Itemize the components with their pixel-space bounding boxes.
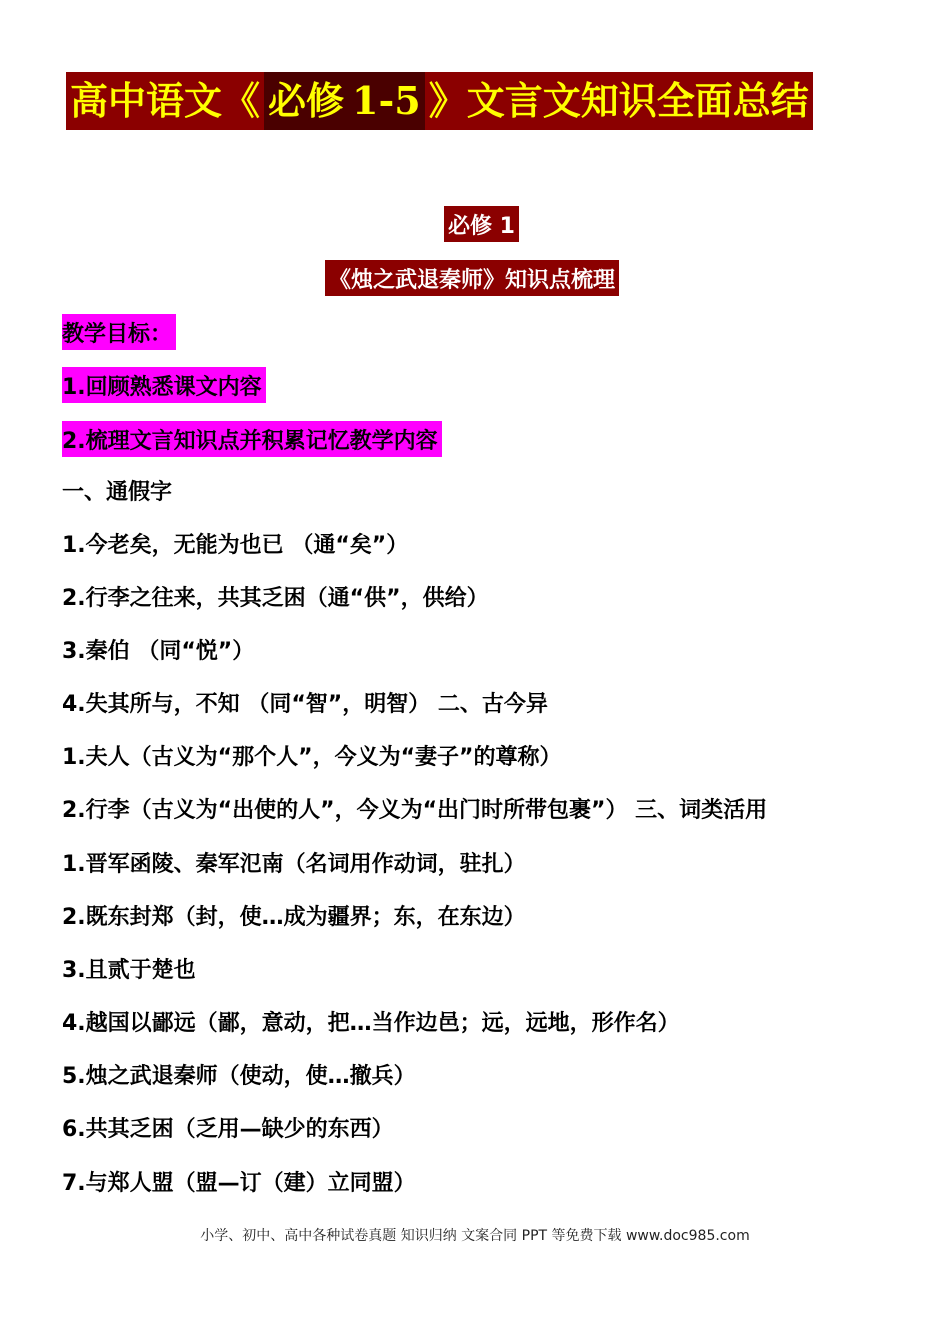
page-footer: 小学、初中、高中各种试卷真题 知识归纳 文案合同 PPT 等免费下载 www.doc985.com [200, 1228, 750, 1244]
content-line: 4.越国以鄙远（鄙，意动，把…当作边邑；远，远地，形作名） [62, 1011, 680, 1036]
content-line: 1.夫人（古义为“那个人”，今义为“妻子”的尊称） [62, 745, 562, 770]
section-subtitle: 必修 1 [444, 206, 519, 242]
title-segment-4: 》文言文知识全面总结 [425, 72, 813, 130]
title-segment-3: 1-5 [348, 72, 425, 130]
content-line: 3.秦伯 （同“悦”） [62, 639, 255, 664]
content-line: 5.烛之武退秦师（使动，使…撤兵） [62, 1064, 416, 1089]
content-line: 1.今老矣，无能为也已 （通“矣”） [62, 533, 409, 558]
document-title [66, 72, 813, 130]
content-line: 4.失其所与，不知 （同“智”，明智） 二、古今异 [62, 692, 548, 717]
content-line: 1.晋军函陵、秦军氾南（名词用作动词，驻扎） [62, 852, 526, 877]
section-heading: 一、通假字 [62, 480, 173, 505]
content-line: 6.共其乏困（乏用—缺少的东西） [62, 1117, 394, 1142]
content-line: 7.与郑人盟（盟—订（建）立同盟） [62, 1171, 416, 1196]
content-line: 3.且贰于楚也 [62, 958, 196, 983]
content-line: 2.既东封郑（封，使…成为疆界；东，在东边） [62, 905, 526, 930]
lesson-title: 《烛之武退秦师》知识点梳理 [325, 260, 619, 296]
objectives-heading: 教学目标： [62, 314, 176, 350]
content-line: 2.行李（古义为“出使的人”，今义为“出门时所带包裹”） 三、词类活用 [62, 798, 768, 823]
objective-item: 2.梳理文言知识点并积累记忆教学内容 [62, 421, 442, 457]
content-line: 2.行李之往来，共其乏困（通“供”，供给） [62, 586, 489, 611]
objective-item: 1.回顾熟悉课文内容 [62, 367, 266, 403]
title-segment-2: 必修 [264, 72, 348, 130]
title-segment-1: 高中语文《 [66, 72, 264, 130]
